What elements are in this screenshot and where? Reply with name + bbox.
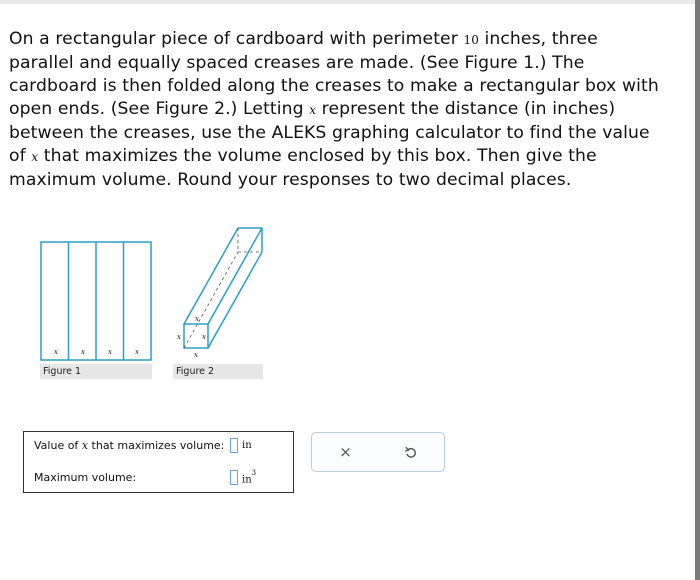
fig1-label-x2: x	[81, 348, 85, 356]
problem-statement	[9, 28, 659, 192]
close-icon: ×	[339, 443, 352, 461]
answer-box	[23, 431, 294, 493]
scrollbar[interactable]	[695, 0, 700, 580]
fig2-label-bottom: x	[194, 351, 198, 359]
volume-unit: $in^3$	[242, 469, 257, 486]
figure-2-caption: Figure 2	[173, 364, 263, 379]
problem-text-1: On a rectangular piece of cardboard with perimeter	[9, 29, 464, 49]
problem-text-3: represent the distance (in inches) between the creases, use the ALEKS graphing calculator to find the value of	[9, 99, 650, 166]
fig1-label-x1: x	[54, 348, 58, 356]
problem-text-2: inches, three parallel and equally spaced creases are made. (See Figure 1.) The cardboard is then folded along the creases to make a rectangular box with open ends. (See Figure 2.) Letting	[9, 29, 659, 119]
action-panel	[311, 432, 445, 472]
x-unit: in	[242, 440, 252, 451]
figure-1-diagram	[38, 238, 154, 363]
figure-2-diagram	[172, 224, 268, 359]
variable-x: x	[309, 103, 317, 117]
volume-value-input[interactable]	[230, 470, 238, 485]
problem-text-4: that maximizes the volume enclosed by this box. Then give the maximum volume. Round your responses to two decimal places.	[9, 146, 597, 190]
fig1-label-x3: x	[108, 348, 112, 356]
figure-1	[38, 238, 154, 363]
fig1-label-x4: x	[135, 348, 139, 356]
clear-button[interactable]	[312, 433, 379, 471]
x-value-input[interactable]	[230, 438, 238, 453]
undo-icon	[404, 445, 418, 459]
variable-x-2: x	[31, 150, 39, 164]
fig2-label-top: x	[195, 315, 199, 323]
perimeter-value: 10	[463, 33, 479, 47]
x-answer-label: Value of x that maximizes volume:	[34, 439, 225, 452]
volume-answer-label: Maximum volume:	[34, 471, 137, 484]
top-border	[0, 0, 700, 4]
undo-button[interactable]	[377, 433, 444, 471]
fig2-label-left: x	[177, 333, 181, 341]
figure-1-caption: Figure 1	[40, 364, 152, 379]
figure-2	[172, 224, 268, 359]
fig2-label-inner: x	[202, 333, 206, 341]
